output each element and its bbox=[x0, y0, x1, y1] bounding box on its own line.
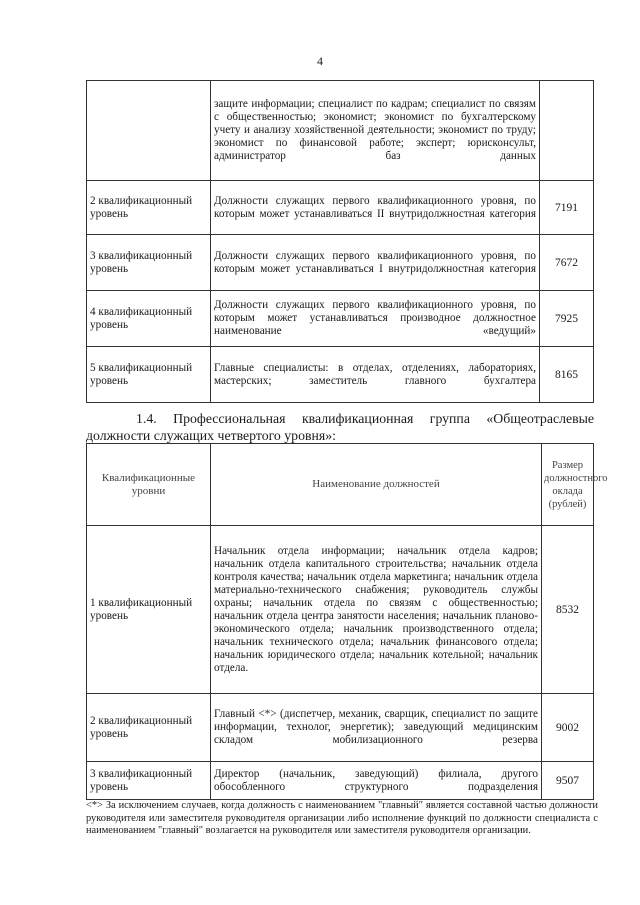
column-header-level: Квалификационные уровни bbox=[87, 444, 211, 526]
salary-cell: 7925 bbox=[540, 291, 594, 347]
positions-cell: Начальник отдела информации; начальник отдела кадров; начальник отдела капитального строительства; начальник отдела контроля качества; начальник отдела маркетинга; начальник отдела материально-технического снабжения; руководитель службы охраны; начальник отдела по связям с общественностью; начальник отдела центра занятости населения; начальник планово-экономического отдела; начальник производственного отдела; начальник технического отдела; начальник финансового отдела; начальник юридического отдела; начальник котельной; начальник отдела. bbox=[211, 526, 542, 694]
footnote: <*> За исключением случаев, когда должность с наименованием "главный" является составной частью должности руководителя или заместителя руководителя организации либо исполнение функций по должности специалиста с наименованием "главный" возлагается на руководителя или заместителя руководителя организации. bbox=[86, 800, 598, 836]
positions-cell: Должности служащих первого квалификационного уровня, по которым может устанавливаться II внутридолжностная категория bbox=[211, 181, 540, 235]
salary-cell: 8532 bbox=[542, 526, 594, 694]
level-cell: 2 квалификационный уровень bbox=[87, 694, 211, 762]
level-cell: 3 квалификационный уровень bbox=[87, 235, 211, 291]
column-header-positions: Наименование должностей bbox=[211, 444, 542, 526]
table-row bbox=[87, 694, 594, 762]
salary-cell: 9507 bbox=[542, 762, 594, 800]
table-row bbox=[87, 181, 594, 235]
positions-cell: защите информации; специалист по кадрам; специалист по связям с общественностью; экономист; экономист по бухгалтерскому учету и анализу хозяйственной деятельности; экономист по труду; экономист по финансовой работе; эксперт; юрисконсульт, администратор баз данных bbox=[211, 81, 540, 181]
section-heading: 1.4. Профессиональная квалификационная группа «Общеотраслевые должности служащих четвертого уровня»: bbox=[86, 411, 594, 443]
table-row bbox=[87, 81, 594, 181]
level-cell bbox=[87, 81, 211, 181]
table-row bbox=[87, 762, 594, 800]
level-cell: 4 квалификационный уровень bbox=[87, 291, 211, 347]
level-cell: 5 квалификационный уровень bbox=[87, 347, 211, 403]
salary-table-level-4 bbox=[86, 443, 608, 800]
salary-cell: 7191 bbox=[540, 181, 594, 235]
level-cell: 1 квалификационный уровень bbox=[87, 526, 211, 694]
salary-cell: 9002 bbox=[542, 694, 594, 762]
salary-table-level-3 bbox=[86, 80, 594, 403]
page-number: 4 bbox=[317, 54, 323, 68]
table-header-row bbox=[87, 444, 594, 526]
positions-cell: Директор (начальник, заведующий) филиала, другого обособленного структурного подразделения bbox=[211, 762, 542, 800]
column-header-salary: Размер должностного оклада (рублей) bbox=[542, 444, 594, 526]
level-cell: 2 квалификационный уровень bbox=[87, 181, 211, 235]
positions-cell: Главный <*> (диспетчер, механик, сварщик, специалист по защите информации, технолог, энергетик); заведующий медицинским складом мобилизационного резерва bbox=[211, 694, 542, 762]
salary-cell bbox=[540, 81, 594, 181]
positions-cell: Должности служащих первого квалификационного уровня, по которым может устанавливаться I внутридолжностная категория bbox=[211, 235, 540, 291]
table-row bbox=[87, 347, 594, 403]
salary-cell: 8165 bbox=[540, 347, 594, 403]
table-row bbox=[87, 291, 594, 347]
level-cell: 3 квалификационный уровень bbox=[87, 762, 211, 800]
table-row bbox=[87, 235, 594, 291]
positions-cell: Главные специалисты: в отделах, отделениях, лабораториях, мастерских; заместитель главного бухгалтера bbox=[211, 347, 540, 403]
positions-cell: Должности служащих первого квалификационного уровня, по которым может устанавливаться производное должностное наименование «ведущий» bbox=[211, 291, 540, 347]
salary-cell: 7672 bbox=[540, 235, 594, 291]
table-row bbox=[87, 526, 594, 694]
